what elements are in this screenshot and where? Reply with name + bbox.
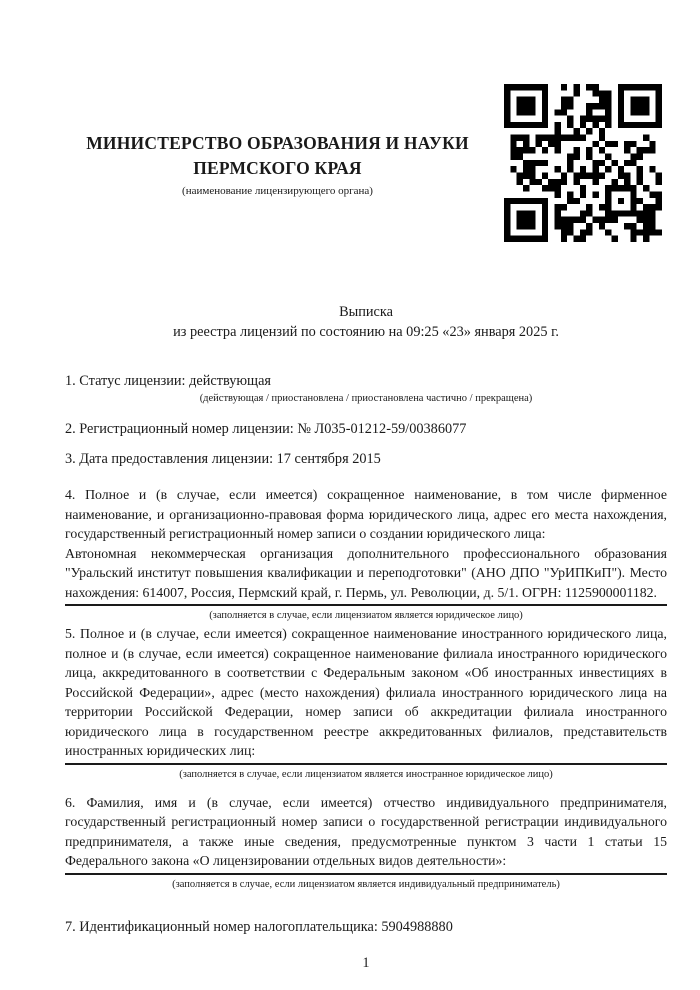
legal-entity-value: Автономная некоммерческая организация дополнительного профессионального образования "Уральский институт повышения квалификации и переподготовки" (АНО ДПО "УрИПКиП"). Место нахождения: 614007, Россия, Пермский край, г. Пермь, ул. Революции, д. 5/1. ОГРН: 1125900001182. [65,545,667,600]
entrepreneur-rule [65,873,667,875]
legal-entity-caption: (заполняется в случае, если лицензиатом является юридическое лицо) [209,610,523,621]
licensing-authority-header [65,0,490,198]
document-subtitle: из реестра лицензий по состоянию на 09:25 «23» января 2025 г. [173,324,559,340]
ministry-name-line2: ПЕРМСКОГО КРАЯ [193,158,362,178]
entrepreneur-section [65,793,667,891]
license-date-item: 3. Дата предоставления лицензии: 17 сентября 2015 [65,451,381,467]
license-number-item: 2. Регистрационный номер лицензии: № Л035-01212-59/00386077 [65,421,467,437]
legal-entity-section [65,485,667,622]
qr-code [504,84,662,242]
qr-code-icon [504,84,662,242]
entrepreneur-label: 6. Фамилия, имя и (в случае, если имеется) отчество индивидуального предпринимателя, государственный регистрационный номер записи о государственной регистрации индивидуального предпринимателя, а также иные сведения, предусмотренные пунктом 3 части 1 статьи 15 Федерального закона «О лицензировании отдельных видов деятельности»: [65,794,667,868]
foreign-entity-section [65,624,667,781]
document-title-block [65,302,667,342]
taxpayer-id-item: 7. Идентификационный номер налогоплательщика: 5904988880 [65,918,453,935]
legal-entity-label: 4. Полное и (в случае, если имеется) сокращенное наименование, в том числе фирменное наименование, и организационно-правовая форма юридического лица, адрес его места нахождения, государственный регистрационный номер записи о создании юридического лица: [65,487,667,541]
foreign-entity-label: 5. Полное и (в случае, если имеется) сокращенное наименование иностранного юридического лица, полное и (в случае, если имеется) сокращенное наименование филиала иностранного юридического лица, аккредитованного в соответствии с Федеральным законом «Об иностранных инвестициях в Российской Федерации», адрес (место нахождения) филиала иностранного юридического лица на территории Российской Федерации, номер записи об аккредитации филиала иностранного юридического лица в государственном реестре аккредитованных филиалов, представительств иностранных юридических лиц: [65,626,667,758]
licensing-authority-caption: (наименование лицензирующего органа) [182,185,373,197]
status-options-caption: (действующая / приостановлена / приостановлена частично / прекращена) [199,393,533,404]
ministry-name-line1: МИНИСТЕРСТВО ОБРАЗОВАНИЯ И НАУКИ [86,133,469,153]
foreign-entity-rule [65,763,667,765]
license-status-item: 1. Статус лицензии: действующая [65,373,271,389]
entrepreneur-caption: (заполняется в случае, если лицензиатом является индивидуальный предприниматель) [172,878,560,890]
foreign-entity-caption: (заполняется в случае, если лицензиатом является иностранное юридическое лицо) [179,768,553,780]
page-number: 1 [362,954,370,971]
legal-entity-rule [65,604,667,606]
document-title: Выписка [339,304,393,320]
